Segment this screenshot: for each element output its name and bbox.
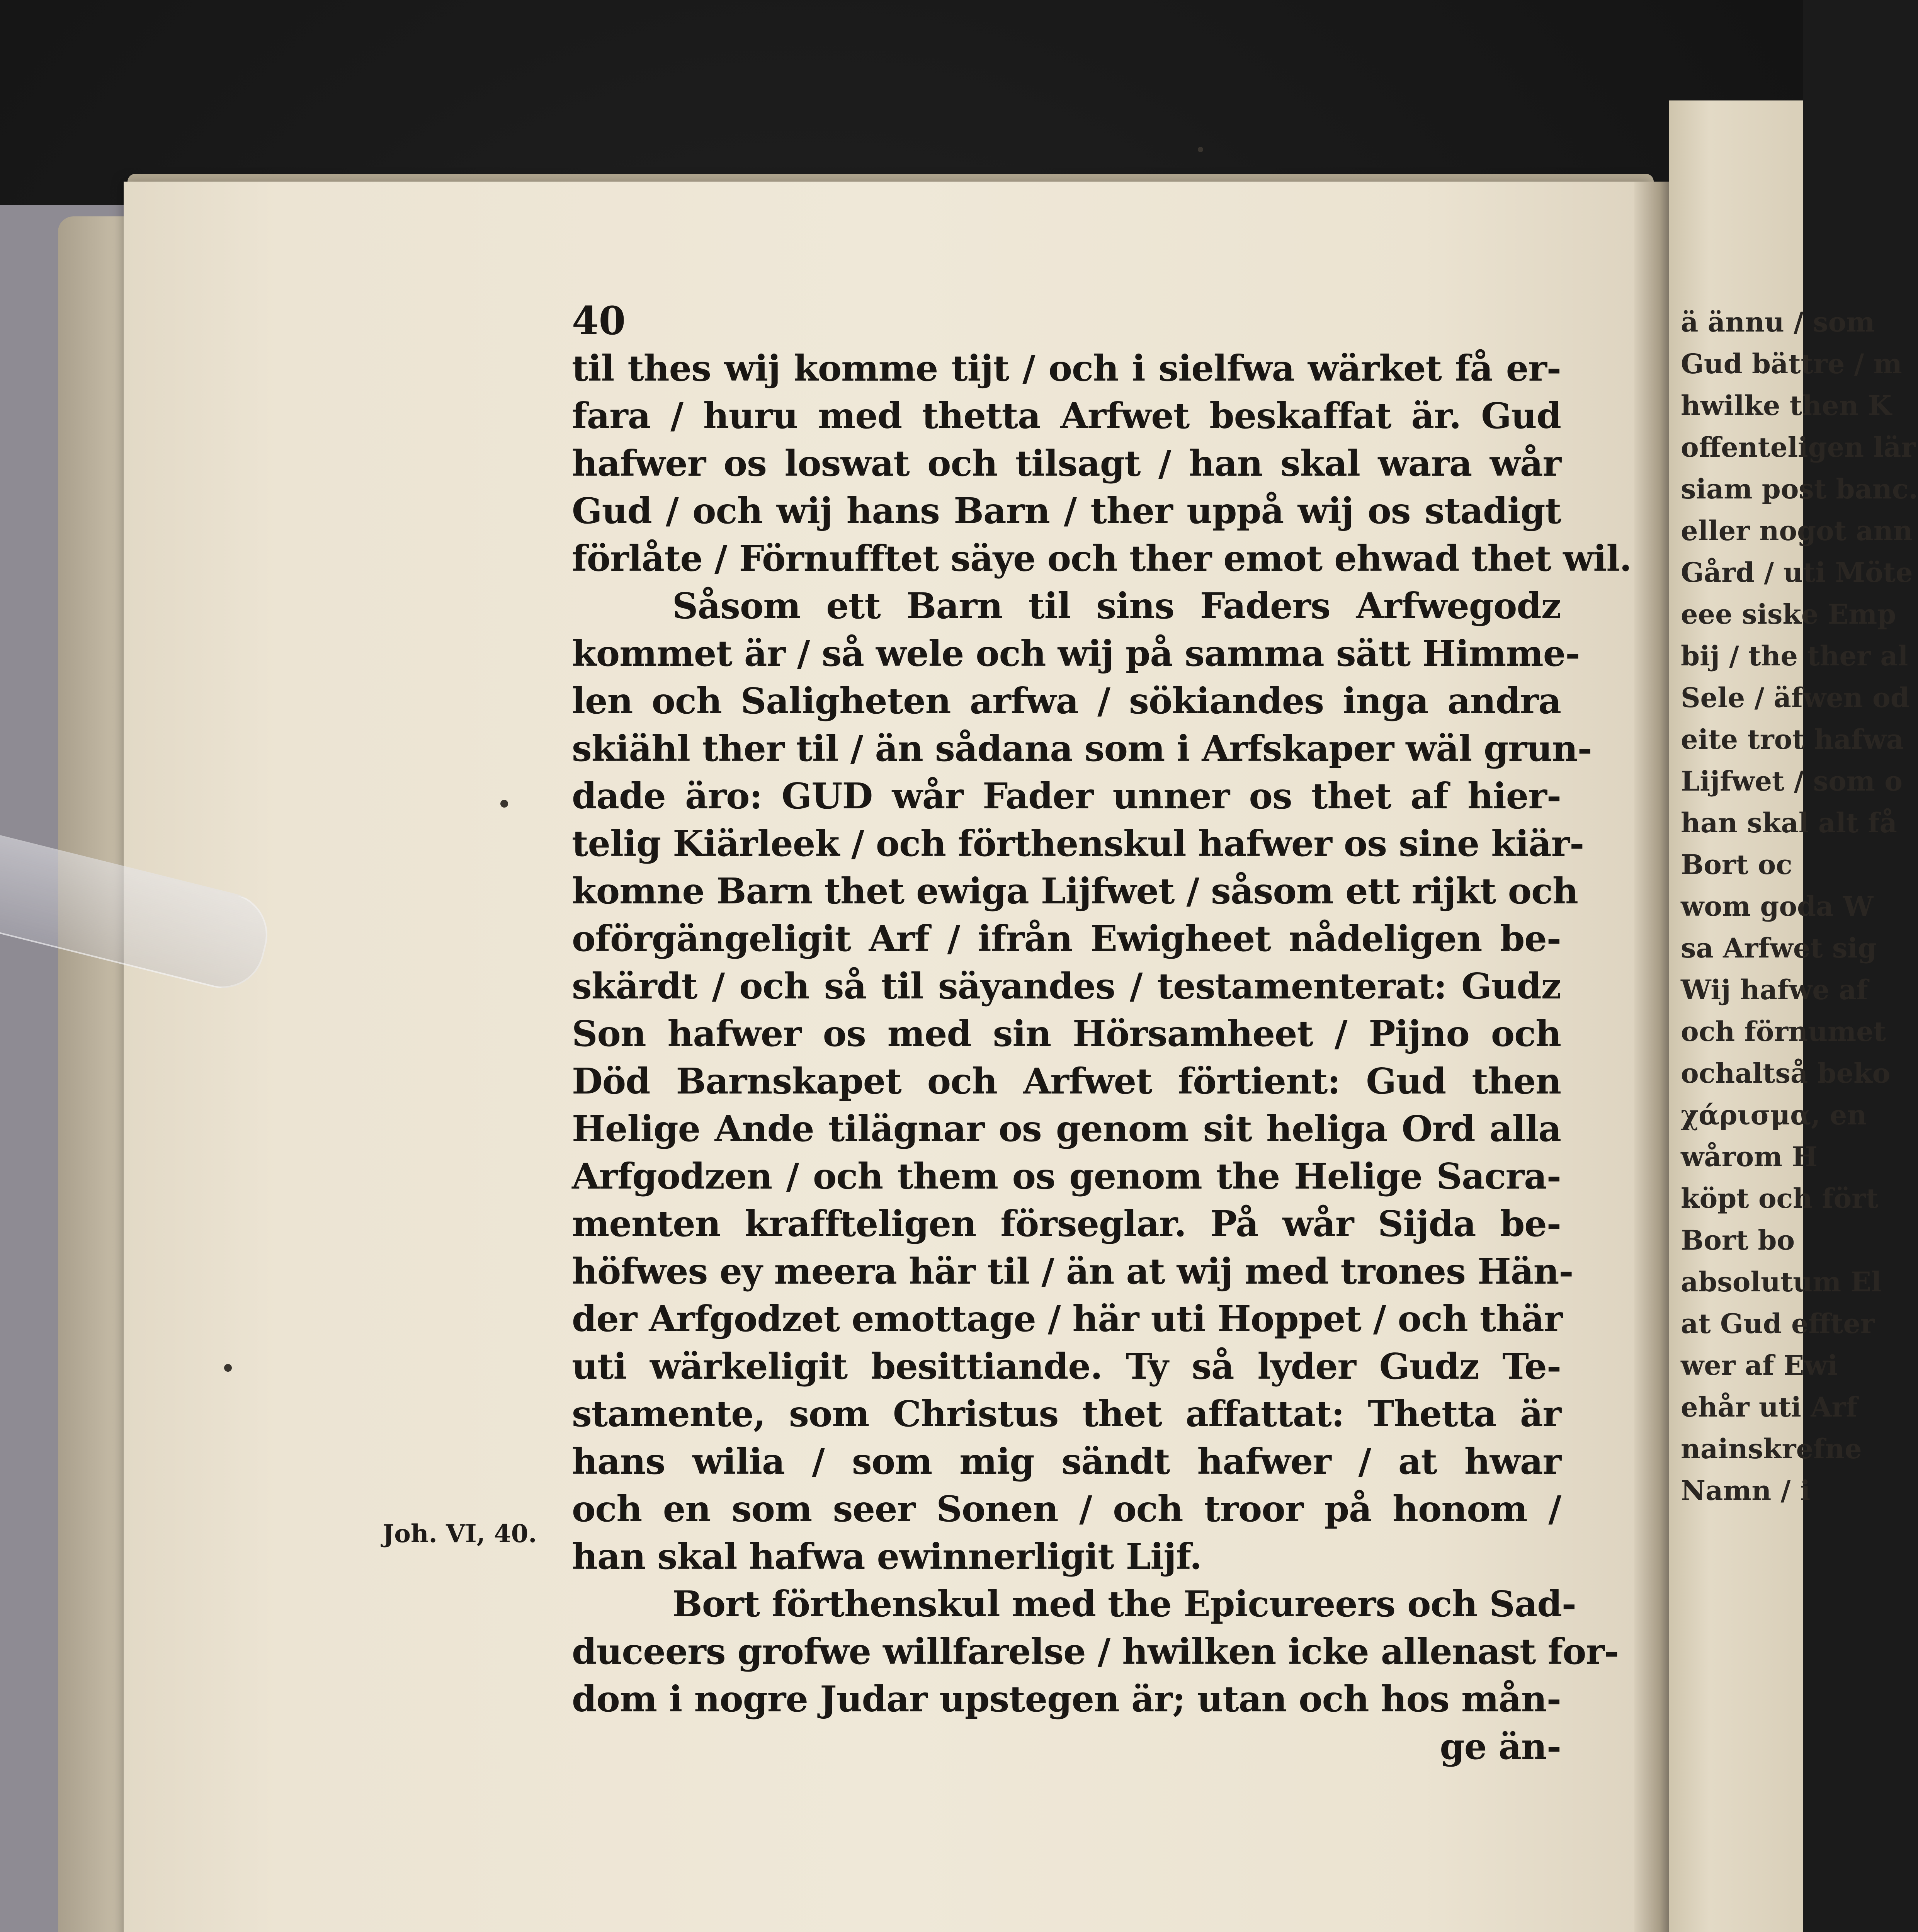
ink-speck [1198,147,1203,152]
text-line: len och Saligheten arfwa / sökiandes inga andra [572,680,1561,722]
ink-speck [224,1364,232,1372]
page-number: 40 [572,298,626,344]
text-line: Helige Ande tilägnar os genom sit heliga Ord alla [572,1108,1561,1150]
text-line: til thes wij komme tijt / och i sielfwa wärket få er- [572,347,1561,389]
body-text [572,345,1632,1723]
text-line: han skal hafwa ewinnerligit Lijf. [572,1536,1202,1577]
facing-page-line: hwilke then K [1681,389,1892,422]
facing-page-line: offenteligen lär [1681,431,1916,463]
facing-page-line: at Gud effter [1681,1308,1875,1340]
text-line: duceers grofwe willfarelse / hwilken icke allenast for- [572,1631,1619,1672]
facing-page [1669,100,1918,1932]
text-line: Son hafwer os med sin Hörsamheet / Pijno och [572,1013,1561,1054]
text-line: fara / huru med thetta Arfwet beskaffat är. Gud [572,395,1561,437]
facing-page-line: han skal alt få [1681,807,1897,839]
text-line: stamente, som Christus thet affattat: Thetta är [572,1393,1561,1435]
text-line: skiähl ther til / än sådana som i Arfskaper wäl grun- [572,728,1592,769]
catchword: ge än- [1440,1726,1561,1767]
text-line: Såsom ett Barn til sins Faders Arfwegodz [672,585,1561,627]
text-line: uti wärkeligit besittiande. Ty så lyder Gudz Te- [572,1345,1561,1387]
facing-page-line: Lijfwet / som o [1681,765,1903,797]
facing-page-line: och förnumet [1681,1015,1886,1048]
facing-page-line: ehår uti Arf [1681,1391,1858,1423]
facing-page-line: Gud bättre / m [1681,348,1902,380]
facing-page-line: wårom H [1681,1141,1818,1173]
facing-page-line: absolutum El [1681,1266,1882,1298]
facing-page-line: wom goda W [1681,890,1874,922]
text-line: hafwer os loswat och tilsagt / han skal wara wår [572,442,1561,484]
facing-page-line: sa Arfwet sig [1681,932,1877,964]
facing-page-line: siam post banc. [1681,473,1918,505]
page-text-block [572,298,1632,1770]
text-line: Död Barnskapet och Arfwet förtient: Gud then [572,1060,1561,1102]
facing-page-line: ochaltså beko [1681,1057,1891,1089]
text-line: Bort förthenskul med the Epicureers och Sad- [672,1583,1576,1625]
facing-page-line: ä ännu / som [1681,306,1875,338]
ink-speck [500,800,508,808]
margin-reference: Joh. VI, 40. [383,1519,537,1548]
facing-page-line: bij / the ther al [1681,640,1908,672]
facing-page-line: Namn / i [1681,1475,1811,1507]
facing-page-line: nainskrefne [1681,1433,1862,1465]
text-line: hans wilia / som mig sändt hafwer / at hwar [572,1440,1561,1482]
facing-page-line: wer af Ewi [1681,1349,1838,1381]
facing-page-line: köpt och fört [1681,1182,1879,1214]
facing-page-line: Sele / äfwen od [1681,682,1909,714]
facing-page-line: Gård / uti Möte [1681,556,1913,588]
text-line: dom i nogre Judar upstegen är; utan och hos mån- [572,1678,1561,1720]
text-line: telig Kiärleek / och förthenskul hafwer os sine kiär- [572,823,1584,864]
text-line: förlåte / Förnufftet säye och ther emot ehwad thet wil. [572,537,1632,579]
text-line: der Arfgodzet emottage / här uti Hoppet / och thär [572,1298,1563,1340]
text-line: höfwes ey meera här til / än at wij med trones Hän- [572,1250,1573,1292]
text-line: kommet är / så wele och wij på samma sätt Himme- [572,633,1580,674]
facing-page-line: χάρισμα, en [1681,1099,1867,1131]
facing-page-line: Bort bo [1681,1224,1795,1256]
facing-page-line: eee siske Emp [1681,598,1896,630]
text-line: Gud / och wij hans Barn / ther uppå wij os stadigt [572,490,1561,532]
text-line: oförgängeligit Arf / ifrån Ewigheet nådeligen be- [572,918,1561,959]
text-line: Arfgodzen / och them os genom the Helige Sacra- [572,1155,1561,1197]
text-line: dade äro: GUD wår Fader unner os thet af hier- [572,775,1561,817]
facing-page-text [1681,301,1918,1512]
text-line: skärdt / och så til säyandes / testamenterat: Gudz [572,965,1561,1007]
facing-page-line: eite trot hafwa [1681,723,1904,755]
facing-page-line: Bort oc [1681,849,1792,881]
facing-page-line: Wij hafwe af [1681,974,1868,1006]
facing-page-line: eller nogot ann [1681,515,1913,547]
text-line: och en som seer Sonen / och troor på honom / [572,1488,1561,1530]
text-line: komne Barn thet ewiga Lijfwet / såsom ett rijkt och [572,870,1578,912]
text-line: menten kraffteligen förseglar. På wår Sijda be- [572,1203,1561,1245]
